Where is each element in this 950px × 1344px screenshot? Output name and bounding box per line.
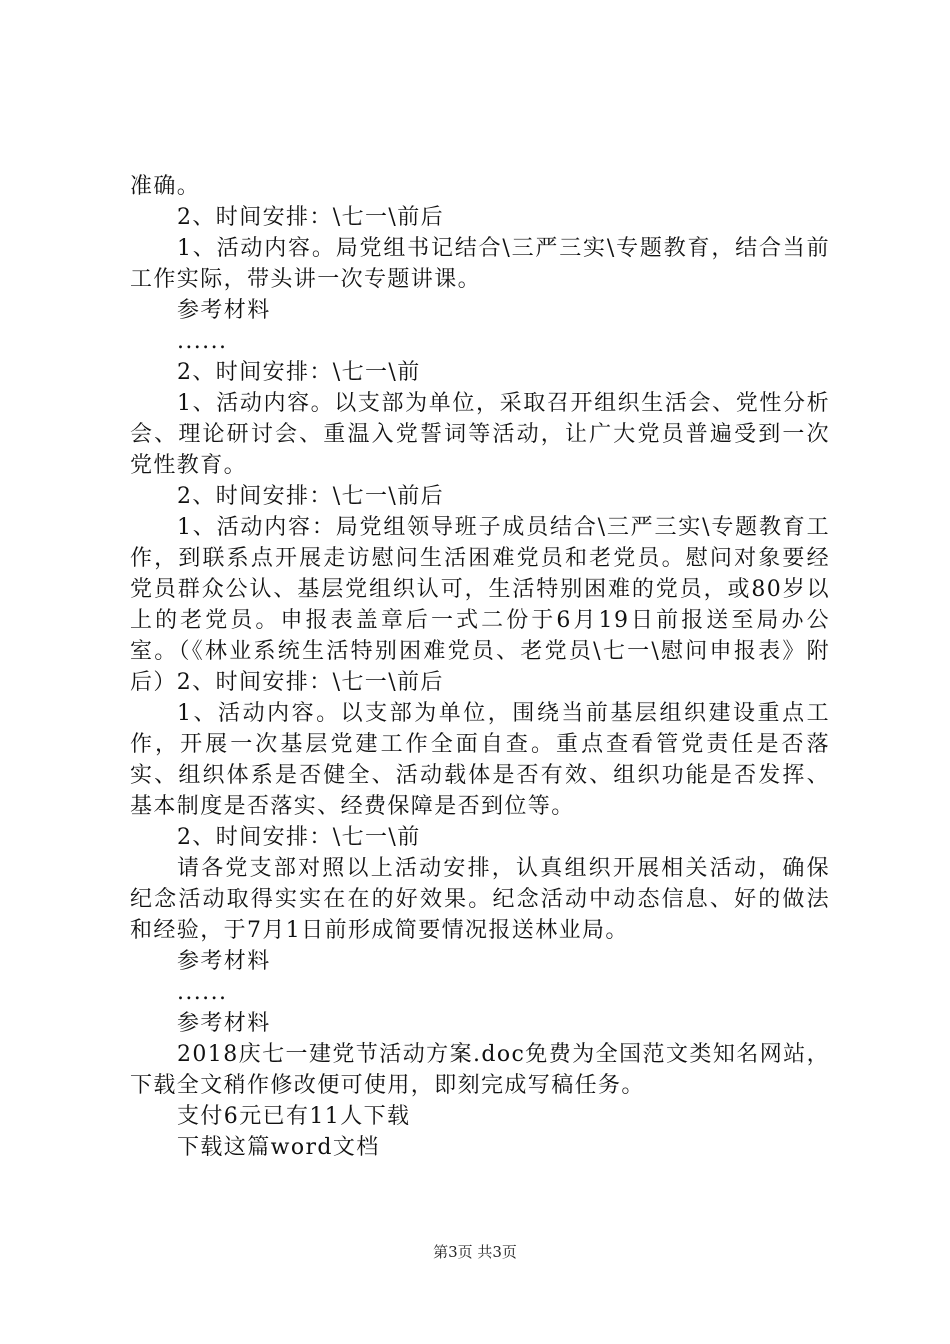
- paragraph-continuation: 准确。: [130, 174, 201, 199]
- paragraph-schedule: 2、时间安排：\七一\前后: [177, 484, 445, 509]
- paragraph-schedule: 2、时间安排：\七一\前: [177, 825, 421, 850]
- paragraph-activity: 1、活动内容。以支部为单位，围绕当前基层组织建设重点工作，开展一次基层党建工作全面自查。重点查看管党责任是否落实、组织体系是否健全、活动载体是否有效、组织功能是否发挥、基本制度是否落实、经费保障是否到位等。: [130, 701, 830, 819]
- download-promo-text: 2018庆七一建党节活动方案.doc免费为全国范文类知名网站，下载全文稍作修改便可使用，即刻完成写稿任务。: [130, 1042, 830, 1098]
- reference-label: 参考材料: [177, 949, 271, 974]
- paragraph-schedule: 2、时间安排：\七一\前: [177, 360, 421, 385]
- payment-info-text: 支付6元已有11人下载: [177, 1104, 411, 1129]
- ellipsis-text: ......: [177, 329, 228, 354]
- paragraph-activity: 1、活动内容。以支部为单位，采取召开组织生活会、党性分析会、理论研讨会、重温入党誓词等活动，让广大党员普遍受到一次党性教育。: [130, 391, 830, 478]
- paragraph-request: 请各党支部对照以上活动安排，认真组织开展相关活动，确保纪念活动取得实实在在的好效果。纪念活动中动态信息、好的做法和经验，于7月1日前形成简要情况报送林业局。: [130, 856, 830, 943]
- download-document-link[interactable]: 下载这篇word文档: [177, 1135, 380, 1160]
- document-body: [130, 171, 830, 1163]
- reference-label: 参考材料: [177, 1011, 271, 1036]
- paragraph-schedule: 2、时间安排：\七一\前后: [177, 205, 445, 230]
- paragraph-activity: 1、活动内容：局党组领导班子成员结合\三严三实\专题教育工作，到联系点开展走访慰问生活困难党员和老党员。慰问对象要经党员群众公认、基层党组织认可，生活特别困难的党员，或80岁以上的老党员。申报表盖章后一式二份于6月19日前报送至局办公室。（《林业系统生活特别困难党员、老党员\七一\慰问申报表》附后）2、时间安排：\七一\前后: [130, 515, 830, 695]
- page-number-footer: 第3页 共3页: [433, 1243, 517, 1261]
- reference-label: 参考材料: [177, 298, 271, 323]
- paragraph-activity: 1、活动内容。局党组书记结合\三严三实\专题教育，结合当前工作实际，带头讲一次专题讲课。: [130, 236, 830, 292]
- ellipsis-text: ......: [177, 980, 228, 1005]
